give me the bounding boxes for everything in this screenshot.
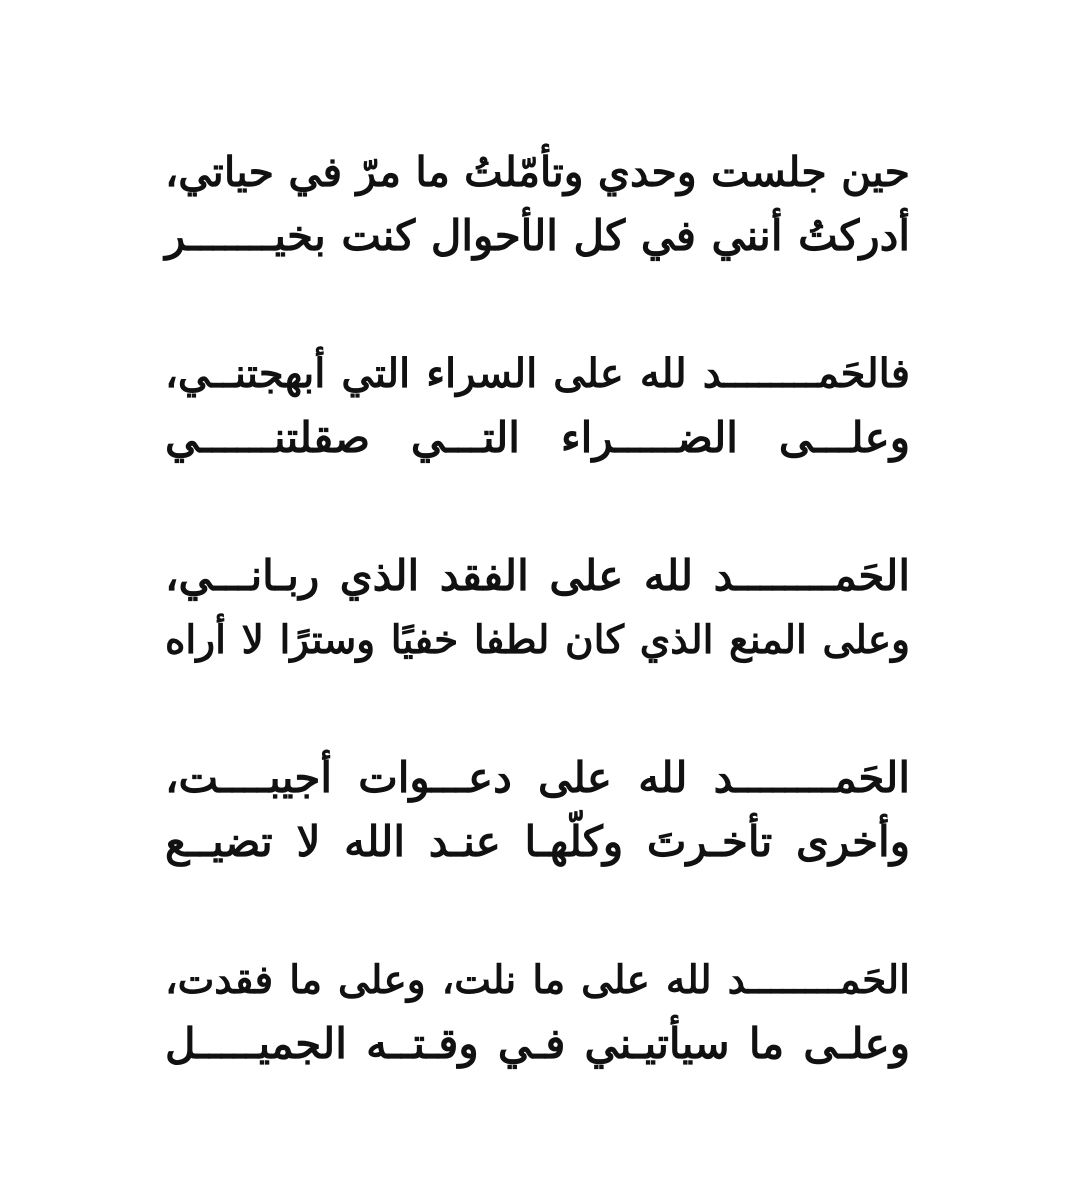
poem-line: الحَمــــــــد لله على دعـــوات أجيبــــت، bbox=[165, 753, 910, 802]
poem-line: فالحَمــــــــد لله على السراء التي أبهجتنــي، bbox=[165, 350, 910, 397]
stanza-5 bbox=[165, 948, 910, 1076]
poem-line: وأخرى تأخـرتَ وكلّهـا عنـد الله لا تضيــع bbox=[165, 817, 910, 866]
poem-line: حين جلست وحدي وتأمّلتُ ما مرّ في حياتي، bbox=[165, 148, 910, 196]
stanza-4 bbox=[165, 746, 910, 874]
poem-line: الحَمــــــــد لله على ما نلت، وعلى ما فقدت، bbox=[165, 957, 910, 1003]
poem-line: أدركتُ أنني في كل الأحوال كنت بخيـــــــر bbox=[165, 211, 910, 260]
poem-line: الحَمــــــــد لله على الفقد الذي ربـانـــي، bbox=[165, 551, 910, 600]
poem-line: وعلـــى الضـــــراء التـــي صقلتنــــــي bbox=[165, 413, 910, 462]
stanza-1 bbox=[165, 140, 910, 268]
poem-text bbox=[165, 140, 910, 1076]
poem-line: وعلـى ما سيأتيـني فـي وقـتــه الجميـــــل bbox=[165, 1019, 910, 1068]
stanza-3 bbox=[165, 544, 910, 672]
poem-line: وعلى المنع الذي كان لطفا خفيًا وسترًا لا أراه bbox=[165, 617, 910, 663]
stanza-2 bbox=[165, 342, 910, 470]
